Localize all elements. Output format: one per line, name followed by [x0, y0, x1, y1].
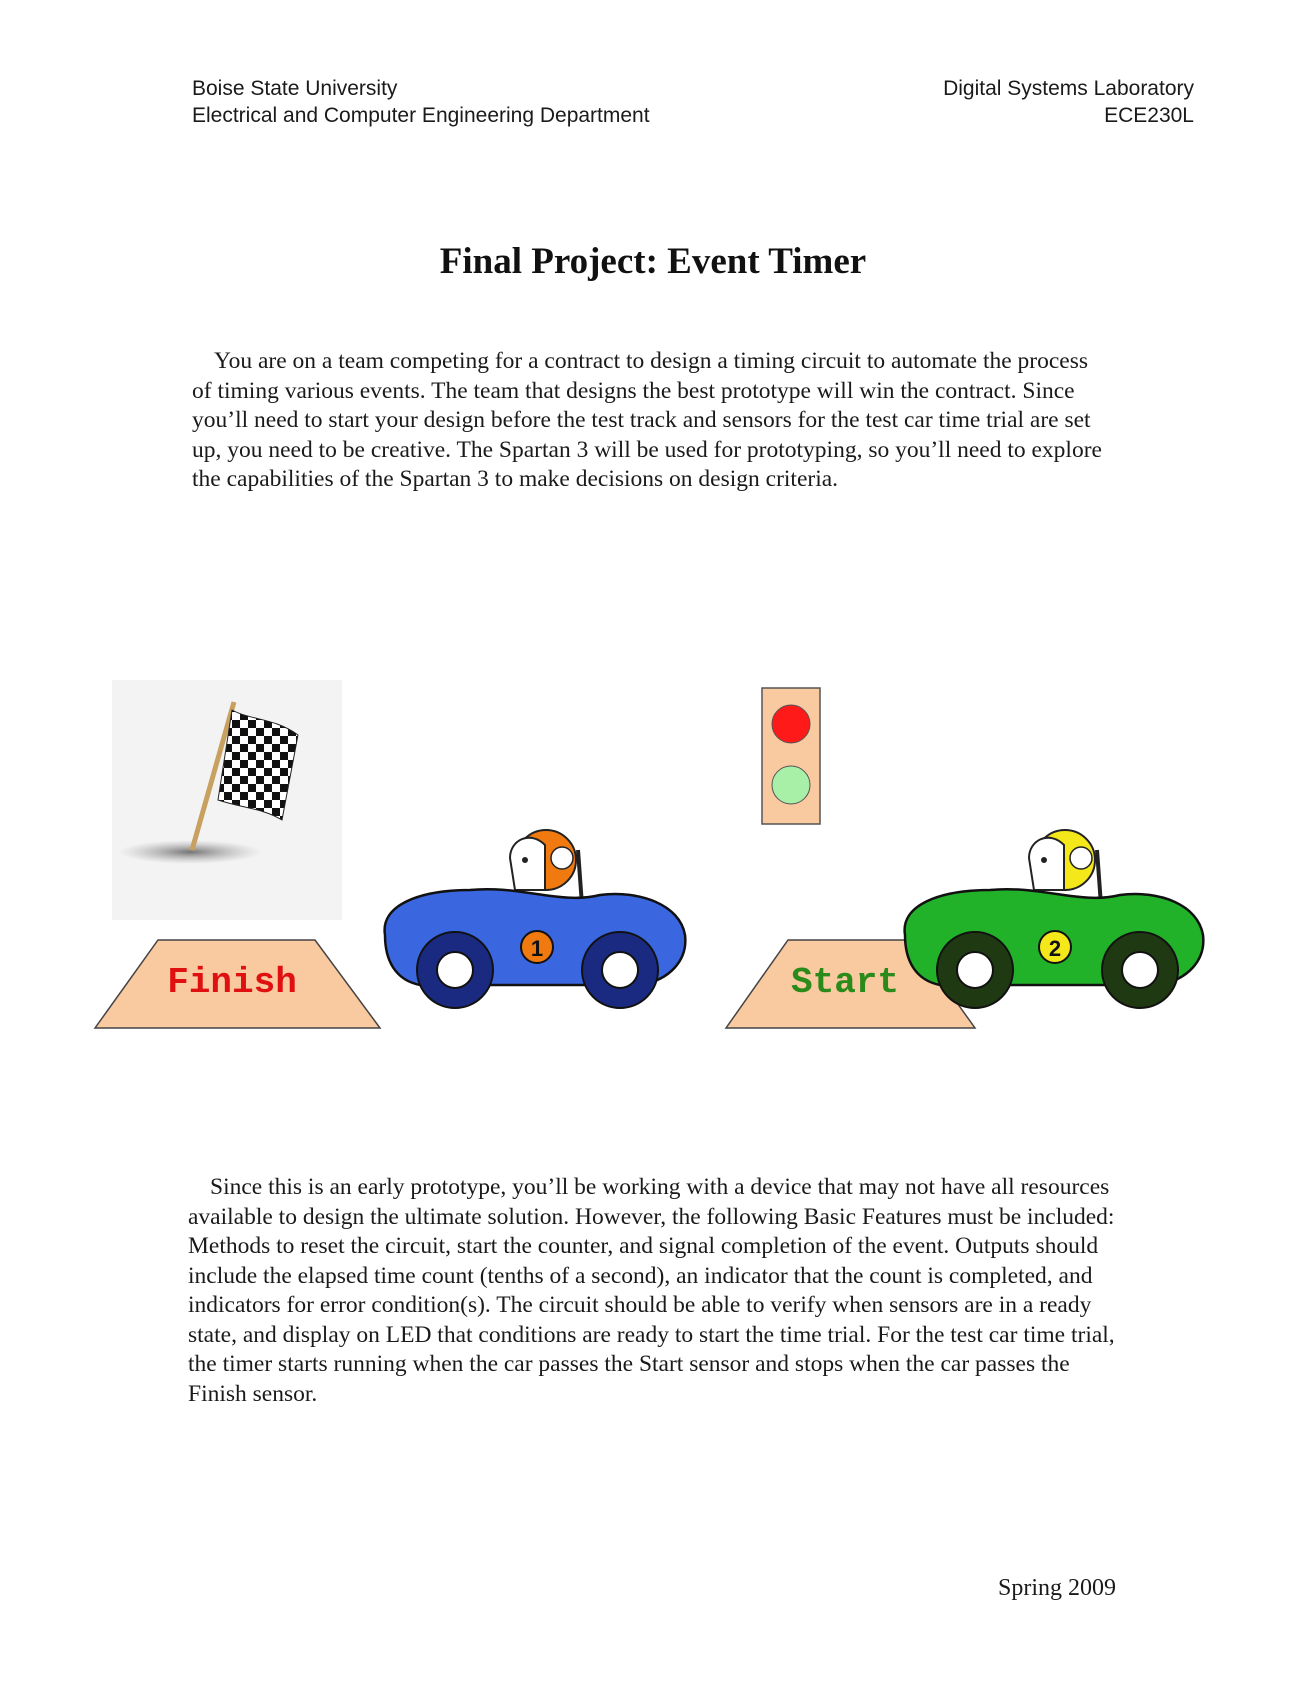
traffic-light-icon — [762, 688, 820, 824]
car1-number: 1 — [530, 936, 544, 961]
race-illustration — [0, 680, 1306, 1040]
car2-number: 2 — [1048, 936, 1062, 961]
green-light-icon — [772, 766, 810, 804]
semester-footer: Spring 2009 — [997, 1575, 1116, 1601]
university-name: Boise State University — [192, 77, 398, 100]
header-right — [943, 75, 1194, 129]
requirements-paragraph: Since this is an early prototype, you’ll be working with a device that may not have all resources available to design the ultimate solution. However, the following Basic Features must be included: Methods to reset the circuit, start the counter, and signal completion of the event. Outputs should include the elapsed time count (tenths of a second), an indicator that the count is completed, and indicators for error condition(s). The circuit should be able to verify when sensors are in a ready state, and display on LED that conditions are ready to start the time trial. For the test car time trial, the timer starts running when the car passes the Start sensor and stops when the car passes the Finish sensor. — [188, 1174, 1115, 1407]
green-race-car-icon — [905, 830, 1204, 1008]
header-left — [192, 75, 650, 129]
finish-ramp — [95, 940, 380, 1028]
red-light-icon — [772, 705, 810, 743]
intro-paragraph: You are on a team competing for a contract to design a timing circuit to automate the process of timing various events. The team that designs the best prototype will win the contract. Since you’ll need to start your design before the test track and sensors for the test car time trial are set up, you need to be creative. The Spartan 3 will be used for prototyping, so you’ll need to explore the capabilities of the Spartan 3 to make decisions on design criteria. — [192, 348, 1102, 492]
department-name: Electrical and Computer Engineering Department — [192, 104, 650, 127]
course-code: ECE230L — [1104, 104, 1194, 127]
finish-label: Finish — [167, 962, 297, 1003]
page-title: Final Project: Event Timer — [439, 241, 867, 282]
blue-race-car-icon — [385, 830, 686, 1008]
lab-name: Digital Systems Laboratory — [943, 77, 1194, 100]
checkered-flag-icon — [112, 680, 342, 920]
start-label: Start — [790, 962, 900, 1003]
